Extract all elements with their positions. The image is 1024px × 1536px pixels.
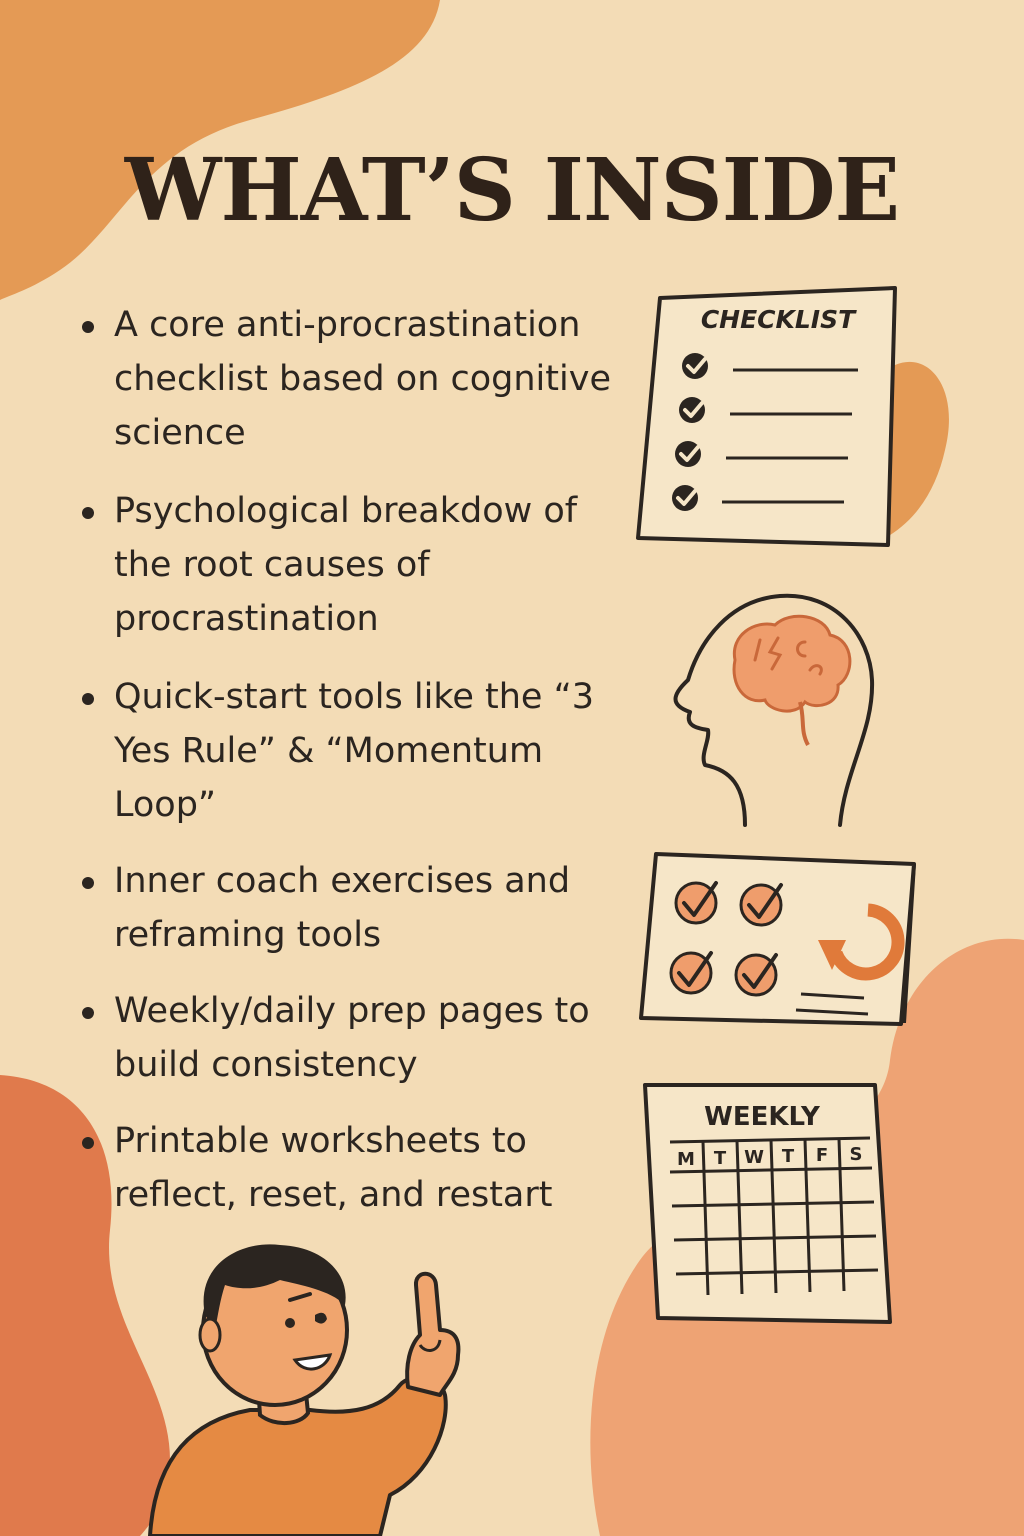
person-pointing-illustration [140,1235,480,1536]
weekly-label: WEEKLY [704,1102,820,1132]
weekday-label: T [713,1148,727,1169]
brain-head-illustration [660,580,890,830]
list-item: Printable worksheets to reflect, reset, and restart [70,1114,640,1222]
list-item: Psychological breakdow of the root causes of procrastination [70,484,640,646]
checklist-label: CHECKLIST [700,305,856,334]
weekday-label: T [781,1146,795,1167]
list-item: A core anti-procrastination checklist based on cognitive science [70,298,640,460]
momentum-board-illustration [636,848,926,1038]
list-item: Inner coach exercises and reframing tools [70,854,640,962]
weekday-label: S [849,1144,863,1165]
checklist-illustration [630,280,970,560]
weekday-label: M [677,1149,695,1170]
weekday-label: W [744,1147,764,1168]
weekday-label: F [815,1145,829,1166]
weekly-planner-illustration [640,1080,910,1330]
list-item: Weekly/daily prep pages to build consistency [70,984,640,1092]
list-item: Quick-start tools like the “3 Yes Rule” & “Momentum Loop” [70,670,640,832]
page-title: WHAT’S INSIDE [124,140,900,241]
